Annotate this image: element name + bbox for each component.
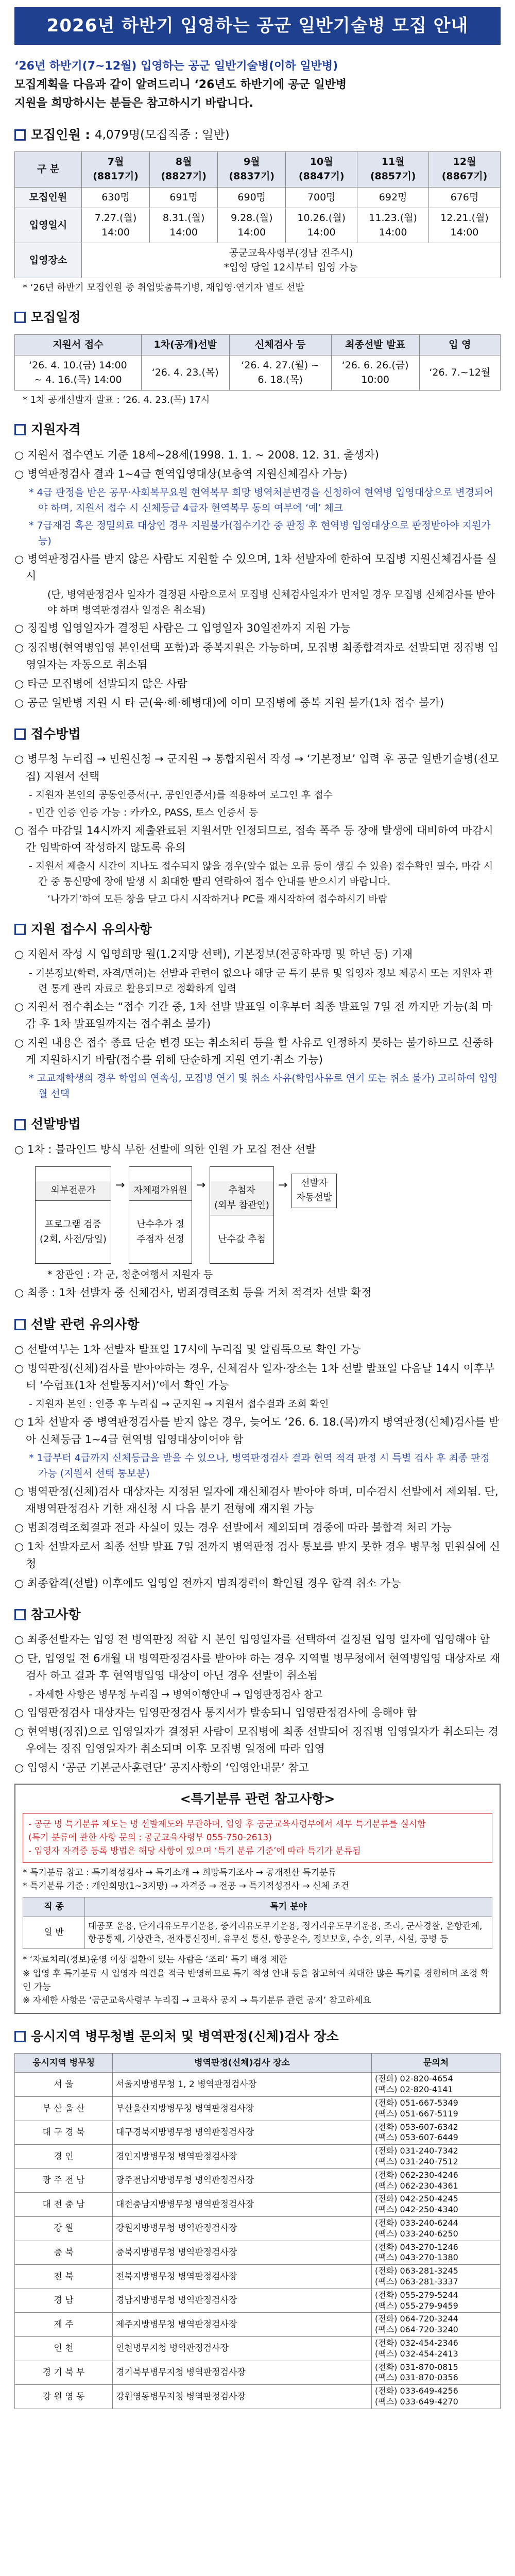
table-row: [15, 2145, 501, 2169]
list-item: * 4급 판정을 받은 공무·사회복무요원 현역복무 희망 병역처분변경을 신청하여 현역병 입영대상으로 변경되어야 하며, 지원서 접수 시 신체등급 4급자 현역복무 동의 여부에 ‘예’ 체크: [29, 486, 493, 514]
list-item: ○ 지원서 접수취소는 “접수 기간 중, 1차 선발 발표일 이후부터 최종 발표일 7일 전 까지만 가능(최 마감 후 1차 발표일까지는 접수취소 불가): [14, 1000, 493, 1030]
table-row: [15, 2073, 501, 2097]
list-item: ○ 지원 내용은 접수 종료 단순 변경 또는 취소처리 등을 할 사유로 인정하지 못하는 불가하므로 신중하게 지원하시기 바람(접수를 위해 단순하게 지원 연기·취소 가능): [14, 1037, 493, 1066]
flow-box-committee: [129, 1166, 192, 1264]
office-region: 인 천: [15, 2336, 113, 2361]
header-cell: 최종선발 발표: [331, 334, 419, 355]
table-row: [15, 2265, 501, 2289]
office-region: 전 북: [15, 2265, 113, 2289]
row-label: 입영일시: [15, 208, 82, 243]
square-bullet-icon: [14, 129, 26, 141]
section-application: [14, 725, 501, 743]
table-cell: ‘26. 6. 26.(금) 10:00: [331, 355, 419, 391]
arrow-right-icon: →: [115, 1178, 125, 1192]
table-row: [15, 355, 501, 391]
office-place: 대전충남지방병무청 병역판정검사장: [113, 2193, 372, 2217]
office-place: 경남지방병무청 병역판정검사장: [113, 2289, 372, 2313]
header-cell: 1차(공개)선발: [141, 334, 229, 355]
table-cell: 690명: [218, 187, 286, 208]
list-item: * 7급재검 혹은 정밀의료 대상인 경우 지원불가(접수기간 중 판정 후 현역병 입영대상으로 판정받아야 지원가능): [29, 519, 491, 547]
office-place: 경기북부병무지청 병역판정검사장: [113, 2361, 372, 2385]
application-list: [14, 751, 501, 907]
office-region: 경 기 북 부: [15, 2361, 113, 2385]
list-item: ○ 1차 선발자로서 최종 선발 발표 7일 전까지 병역판정 검사 통보를 받지 못한 경우 병무청 민원실에 신청: [14, 1540, 501, 1570]
table-cell: ‘26. 4. 27.(월) ~ 6. 18.(목): [229, 355, 331, 391]
table-row: [15, 2361, 501, 2385]
list-item: * 고교재학생의 경우 학업의 연속성, 모집병 연기 및 취소 사유(학업사유로 연기 또는 취소 불가) 고려하여 입영월 선택: [29, 1073, 498, 1100]
list-item: ○ 지원서 접수연도 기준 18세~28세(1998. 1. 1. ~ 2008. 12. 31. 출생자): [14, 448, 379, 461]
header-cell: 8월 (8827기): [150, 152, 218, 187]
section-title: 모집일정: [31, 310, 81, 325]
page-title: 2026년 하반기 입영하는 공군 일반기술병 모집 안내: [14, 7, 501, 45]
section-title: 참고사항: [31, 1606, 81, 1622]
table-cell: ‘26. 4. 23.(목): [141, 355, 229, 391]
table-row: [15, 2241, 501, 2265]
list-item: ○ 타군 모집병에 선발되지 않은 사람: [14, 677, 187, 690]
list-item: ○ 병역판정검사를 받지 않은 사람도 지원할 수 있으며, 1차 선발자에 한하여 모집병 지원신체검사를 실시: [14, 552, 497, 583]
office-place: 제주지방병무청 병역판정검사장: [113, 2313, 372, 2337]
table-cell: ‘26. 4. 10.(금) 14:00 ~ 4. 16.(목) 14:00: [15, 355, 142, 391]
list-item: ○ 징집병(현역병입영 본인선택 포함)과 중복지원은 가능하며, 모집병 최종합격자로 선발되면 징집병 입영일자는 자동으로 취소됨: [14, 641, 499, 671]
table-cell: 10.26.(월) 14:00: [286, 208, 357, 243]
header-cell: 12월 (8867기): [429, 152, 501, 187]
list-item: ○ 범죄경력조회결과 전과 사실이 있는 경우 선발에서 제외되며 경중에 따라 불합격 처리 가능: [14, 1521, 452, 1534]
office-region: 경 남: [15, 2289, 113, 2313]
list-item: ○ 병역판정검사 결과 1~4급 현역입영대상(보충역 지원신체검사 가능): [14, 467, 348, 480]
section-offices: [14, 2027, 501, 2046]
flow-note: * 참관인 : 각 군, 청춘여행서 지원자 등: [47, 1269, 213, 1281]
section-schedule: [14, 308, 501, 327]
flow-box-body: 난수추가 정 주점자 선정: [129, 1215, 191, 1249]
list-item: ○ 최종선발자는 입영 전 병역판정 적합 시 본인 입영일자를 선택하여 결정된 입영 일자에 입영해야 함: [14, 1633, 490, 1646]
table-header-row: [15, 334, 501, 355]
info-line: * ‘자료처리(정보)운영 이상 질환이 있는 사람은 ‘조리’ 특기 배정 제한: [23, 1955, 287, 1965]
intro-line-1: ‘26년 하반기(7~12월) 입영하는 공군 일반기술병(이하 일반병): [14, 60, 338, 73]
list-item: ○ 병무청 누리집 → 민원신청 → 군지원 → 통합지원서 작성 → ‘기본정보’ 입력 후 공군 일반기술병(전모집) 지원서 선택: [14, 753, 499, 783]
table-cell: 공군교육사령부(경남 진주시) *입영 당일 12시부터 입영 가능: [82, 243, 501, 278]
office-phone: (전화) 032-454-2346 (팩스) 032-454-2413: [372, 2336, 501, 2361]
office-phone: (전화) 062-230-4246 (팩스) 062-230-4361: [372, 2168, 501, 2193]
section-title: 선발방법: [31, 1116, 81, 1132]
table-cell: 9.28.(월) 14:00: [218, 208, 286, 243]
office-phone: (전화) 031-240-7342 (팩스) 031-240-7512: [372, 2145, 501, 2169]
office-phone: (전화) 063-281-3245 (팩스) 063-281-3337: [372, 2265, 501, 2289]
section-title: 접수방법: [31, 726, 81, 742]
cautions-list: [14, 946, 501, 1101]
office-phone: (전화) 033-649-4256 (팩스) 033-649-4270: [372, 2385, 501, 2409]
flow-box-body: 난수값 추첨: [210, 1230, 273, 1249]
row-label: 입영장소: [15, 243, 82, 278]
list-item: ○ 공군 일반병 지원 시 타 군(육·해·해병대)에 이미 모집병에 중복 지원 불가(1차 접수 불가): [14, 697, 444, 709]
office-place: 전북지방병무청 병역판정검사장: [113, 2265, 372, 2289]
table-cell: 676명: [429, 187, 501, 208]
info-box-notice-text: - 공군 병 특기분류 제도는 병 선발제도와 무관하며, 입영 후 공군교육사령부에서 세부 특기분류를 실시함 (특기 분류에 관한 사항 문의 : 공군교육사령부 055-750-2613) - 입영자 자격증 등록 방법은 해당 사항이 있으며 ‘특기 분류 기준’에 따라 특기가 분류됨: [28, 1819, 426, 1857]
section-title: 응시지역 병무청별 문의처 및 병역판정(신체)검사 장소: [31, 2028, 339, 2044]
section-references: [14, 1605, 501, 1624]
info-line: ※ 입영 후 특기분류 시 입영자 의견을 적극 반영하므로 특기 적성 안내 등을 참고하여 최대한 많은 특기를 경험하며 조정 확인 가능: [23, 1968, 489, 1992]
intro-line-2: 모집계획을 다음과 같이 알려드리니 ‘26년도 하반기에 공군 일반병: [14, 78, 347, 91]
table-row: [15, 2097, 501, 2121]
table-cell: 12.21.(월) 14:00: [429, 208, 501, 243]
arrow-right-icon: →: [196, 1178, 206, 1192]
flow-box-body: 프로그램 검증 (2회, 사전/당일): [36, 1215, 111, 1249]
office-place: 광주전남지방병무청 병역판정검사장: [113, 2168, 372, 2193]
section-recruit-count: [14, 126, 501, 144]
list-item: ○ 지원서 작성 시 입영희망 월(1.2지망 선택), 기본정보(전공학과명 및 학년 등) 기재: [14, 948, 413, 961]
list-item: ○ 병역판정(신체)검사 대상자는 지정된 일자에 재신체검사 받아야 하며, 미수검시 선발에서 제외됨. 단, 재병역판정검사 기한 재신청 시 다음 분기 전형에 재지원 가능: [14, 1485, 499, 1515]
section-selection-method: [14, 1115, 501, 1133]
header-cell: 특기 분야: [85, 1897, 492, 1917]
office-place: 충북지방병무청 병역판정검사장: [113, 2241, 372, 2265]
table-row: [15, 2336, 501, 2361]
table-row: [15, 2168, 501, 2193]
table-row: [15, 187, 501, 208]
table-header-row: [15, 2053, 501, 2073]
table-row: [15, 2217, 501, 2241]
office-phone: (전화) 031-870-0815 (팩스) 031-870-0356: [372, 2361, 501, 2385]
section-cautions: [14, 920, 501, 939]
table-cell: 700명: [286, 187, 357, 208]
table-header-row: [15, 152, 501, 187]
office-region: 대 구 경 북: [15, 2121, 113, 2145]
section-title: 지원 접수시 유의사항: [31, 922, 152, 937]
header-cell: 신체검사 등: [229, 334, 331, 355]
square-bullet-icon: [14, 924, 26, 935]
table-row: [15, 243, 501, 278]
specialty-info-box: [14, 1784, 501, 2013]
list-item: - 지원자 본인 : 인증 후 누리집 → 군지원 → 지원서 접수결과 조회 확인: [29, 1398, 329, 1410]
list-item: - 기본정보(학력, 자격/면허)는 선발과 관련이 없으나 해당 군 특기 분류 및 입영자 정보 제공시 또는 지원자 관련 통계 관리 자료로 활용되므로 정확하게 입력: [29, 967, 493, 994]
list-item: ○ 접수 마감일 14시까지 제출완료된 지원서만 인정되므로, 접속 폭주 등 장애 발생에 대비하여 마감시간 임박하여 작성하지 않도록 유의: [14, 824, 493, 854]
office-phone: (전화) 055-279-5244 (팩스) 055-279-9459: [372, 2289, 501, 2313]
office-phone: (전화) 053-607-6342 (팩스) 053-607-6449: [372, 2121, 501, 2145]
table-cell: 691명: [150, 187, 218, 208]
info-box-title: <특기분류 관련 참고사항>: [180, 1791, 335, 1807]
list-item: ○ 최종 : 1차 선발자 중 신체검사, 범죄경력조회 등을 거쳐 적격자 선발 확정: [14, 1286, 372, 1299]
office-phone: (전화) 051-667-5349 (팩스) 051-667-5119: [372, 2097, 501, 2121]
table-row: [15, 208, 501, 243]
flow-box-header: 추첨자 (외부 참관인): [210, 1181, 273, 1215]
intro-line-3: 지원을 희망하시는 분들은 참고하시기 바랍니다.: [14, 96, 254, 110]
list-item: ○ 1차 : 블라인드 방식 부한 선발에 의한 인원 가 모집 전산 선발: [14, 1143, 316, 1156]
header-cell: 응시지역 병무청: [15, 2053, 113, 2073]
info-line: * 특기분류 기준 : 개인희망(1~3지망) → 자격증 → 전공 → 특기적성검사 → 신체 조건: [23, 1880, 349, 1891]
table-row: [15, 2385, 501, 2409]
list-item: - 자세한 사항은 병무청 누리집 → 병역이행안내 → 입영판정검사 참고: [29, 1688, 323, 1700]
specialty-table: [23, 1897, 492, 1949]
table-row: [15, 2313, 501, 2337]
header-cell: 9월 (8837기): [218, 152, 286, 187]
list-item: ○ 징집병 입영일자가 결정된 사람은 그 입영일자 30일전까지 지원 가능: [14, 622, 351, 635]
section-title: 지원자격: [31, 422, 81, 437]
info-box-notice: [23, 1813, 492, 1863]
office-region: 부 산 울 산: [15, 2097, 113, 2121]
list-item: ‘나가기’하여 모든 창을 닫고 다시 시작하거나 PC를 재시작하여 접수하시기 바람: [47, 893, 388, 905]
row-label: 모집인원: [15, 187, 82, 208]
section-title: 모집인원 :: [31, 127, 91, 143]
office-region: 경 인: [15, 2145, 113, 2169]
list-item: - 민간 인증 인증 가능 : 카카오, PASS, 토스 인증서 등: [29, 806, 259, 818]
selection-method: [14, 1141, 501, 1302]
table-note: * 1차 공개선발자 발표 : ‘26. 4. 23.(목) 17시: [23, 395, 210, 406]
info-line: ※ 자세한 사항은 ‘공군교육사령부 누리집 → 교육사 공지 → 특기분류 관련 공지’ 참고하세요: [23, 1995, 371, 2006]
office-region: 강 원: [15, 2217, 113, 2241]
table-row: [23, 1917, 492, 1948]
list-item: ○ 선발여부는 1차 선발자 발표일 17시에 누리집 및 알림톡으로 확인 가능: [14, 1343, 361, 1355]
office-region: 강 원 영 동: [15, 2385, 113, 2409]
office-region: 제 주: [15, 2313, 113, 2337]
office-place: 인천병무지청 병역판정검사장: [113, 2336, 372, 2361]
office-phone: (전화) 033-240-6244 (팩스) 033-240-6250: [372, 2217, 501, 2241]
square-bullet-icon: [14, 728, 26, 740]
office-phone: (전화) 02-820-4654 (팩스) 02-820-4141: [372, 2073, 501, 2097]
office-region: 광 주 전 남: [15, 2168, 113, 2193]
schedule-table: [14, 334, 501, 391]
intro-paragraph: [14, 57, 501, 112]
flow-box-header: 외부전문가: [36, 1181, 111, 1200]
header-cell: 7월 (8817기): [82, 152, 150, 187]
office-phone: (전화) 043-270-1246 (팩스) 043-270-1380: [372, 2241, 501, 2265]
arrow-right-icon: →: [278, 1178, 288, 1192]
header-cell: 입 영: [419, 334, 500, 355]
office-phone: (전화) 042-250-4245 (팩스) 042-250-4340: [372, 2193, 501, 2217]
header-cell: 11월 (8857기): [357, 152, 429, 187]
table-cell: 11.23.(월) 14:00: [357, 208, 429, 243]
office-place: 부산울산지방병무청 병역판정검사장: [113, 2097, 372, 2121]
flow-box-result: 선발자 자동선발: [291, 1174, 337, 1208]
selection-flow-diagram: [35, 1166, 501, 1264]
office-rows: [15, 2073, 501, 2409]
table-cell: ‘26. 7.~12월: [419, 355, 500, 391]
selection-cautions-list: [14, 1341, 501, 1592]
header-cell: 지원서 접수: [15, 334, 142, 355]
header-cell: 문의처: [372, 2053, 501, 2073]
office-place: 서울지방병무청 1, 2 병역판정검사장: [113, 2073, 372, 2097]
table-header-row: [23, 1897, 492, 1917]
office-place: 강원영동병무지청 병역판정검사장: [113, 2385, 372, 2409]
header-cell: 10월 (8847기): [286, 152, 357, 187]
eligibility-list: [14, 447, 501, 712]
list-item: ○ 최종합격(선발) 이후에도 입영일 전까지 범죄경력이 확인될 경우 합격 취소 가능: [14, 1577, 401, 1589]
list-item: * 1급부터 4급까지 신체등급을 받을 수 있으나, 병역판정검사 결과 현역 적격 판정 시 특별 검사 후 최종 판정 가능 (지원서 선택 통보분): [29, 1452, 490, 1479]
list-item: ○ 1차 선발자 중 병역판정검사를 받지 않은 경우, 늦어도 ‘26. 6. 18.(목)까지 병역판정(신체)검사를 받아 신체등급 1~4급 현역병 입영대상이어야 함: [14, 1416, 500, 1446]
section-eligibility: [14, 420, 501, 439]
section-title: 선발 관련 유의사항: [31, 1316, 140, 1332]
table-cell: 692명: [357, 187, 429, 208]
list-item: (단, 병역판정검사 일자가 결정된 사람으로서 모집병 신체검사일자가 먼저일 경우 모집병 신체검사를 받아야 하며 병역판정검사 일정은 취소됨): [47, 589, 495, 616]
header-cell: 구 분: [15, 152, 82, 187]
flow-box-external: [35, 1166, 111, 1264]
office-place: 경인지방병무청 병역판정검사장: [113, 2145, 372, 2169]
header-cell: 병역판정(신체)검사 장소: [113, 2053, 372, 2073]
list-item: - 지원자 본인의 공동인증서(구, 공인인증서)를 적용하여 로그인 후 접수: [29, 789, 333, 801]
table-row: [15, 2289, 501, 2313]
info-line: * 특기분류 참고 : 특기적성검사 → 특기소개 → 희망특기조사 → 공개전산 특기분류: [23, 1867, 337, 1878]
table-row: [15, 2121, 501, 2145]
table-cell: 8.31.(월) 14:00: [150, 208, 218, 243]
list-item: ○ 병역판정(신체)검사를 받아야하는 경우, 신체검사 일자·장소는 1차 선발 발표일 다음날 14시 이후부터 ‘수험표(1차 선발통지서)’에서 확인 가능: [14, 1362, 495, 1392]
list-item: ○ 입영시 ‘공군 기본군사훈련단’ 공지사항의 ‘입영안내문’ 참고: [14, 1761, 309, 1774]
recruit-table: [14, 151, 501, 278]
square-bullet-icon: [14, 424, 26, 435]
flow-box-drawer: [210, 1166, 274, 1264]
office-place: 강원지방병무청 병역판정검사장: [113, 2217, 372, 2241]
square-bullet-icon: [14, 312, 26, 323]
table-cell: 630명: [82, 187, 150, 208]
header-cell: 직 종: [23, 1897, 85, 1917]
table-cell: 일 반: [23, 1917, 85, 1948]
list-item: ○ 입영판정검사 대상자는 입영판정검사 통지서가 발송되니 입영판정검사에 응해야 함: [14, 1706, 417, 1719]
section-selection-cautions: [14, 1315, 501, 1334]
table-note: * ‘26년 하반기 모집인원 중 취업맞춤특기병, 재입영·연기자 별도 선발: [23, 282, 304, 294]
list-item: - 지원서 제출시 시간이 지나도 접수되지 않을 경우(알수 없는 오류 등이 생길 수 있음) 접수확인 필수, 마감 시간 중 통신망에 장애 발생 시 최대한 빨리 연락하여 접수 안내를 받으시기 바랍니다.: [29, 860, 493, 888]
table-cell: 대공포 운용, 단거리유도무기운용, 중거리유도무기운용, 정거리유도무기운용, 조리, 군사경찰, 운항관제, 항공통제, 기상관측, 전자통신정비, 유무선 통신, 항공운수, 정보보호, 수송, 의무, 시설, 공병 등: [85, 1917, 492, 1948]
list-item: ○ 단, 입영일 전 6개월 내 병역판정검사를 받아야 하는 경우 지역별 병무청에서 현역병입영 대상자로 재검사 하고 결과 후 현역병입영 대상이 아닌 경우 선발이 취소됨: [14, 1652, 501, 1682]
flow-box-header: 자체평가위원: [129, 1181, 191, 1200]
table-row: [15, 2193, 501, 2217]
office-table: [14, 2053, 501, 2409]
list-item: ○ 현역병(징집)으로 입영일자가 결정된 사람이 모집병에 최종 선발되어 징집병 입영일자가 취소되는 경우에는 징집 입영일자가 취소되며 이후 모집병 일정에 따라 입영: [14, 1725, 499, 1755]
office-place: 대구경북지방병무청 병역판정검사장: [113, 2121, 372, 2145]
office-region: 서 울: [15, 2073, 113, 2097]
square-bullet-icon: [14, 2031, 26, 2042]
table-cell: 7.27.(월) 14:00: [82, 208, 150, 243]
office-phone: (전화) 064-720-3244 (팩스) 064-720-3240: [372, 2313, 501, 2337]
office-region: 충 북: [15, 2241, 113, 2265]
office-region: 대 전 충 남: [15, 2193, 113, 2217]
square-bullet-icon: [14, 1119, 26, 1130]
square-bullet-icon: [14, 1609, 26, 1620]
square-bullet-icon: [14, 1319, 26, 1330]
section-subtitle: 4,079명(모집직종 : 일반): [95, 128, 230, 142]
references-list: [14, 1631, 501, 1776]
